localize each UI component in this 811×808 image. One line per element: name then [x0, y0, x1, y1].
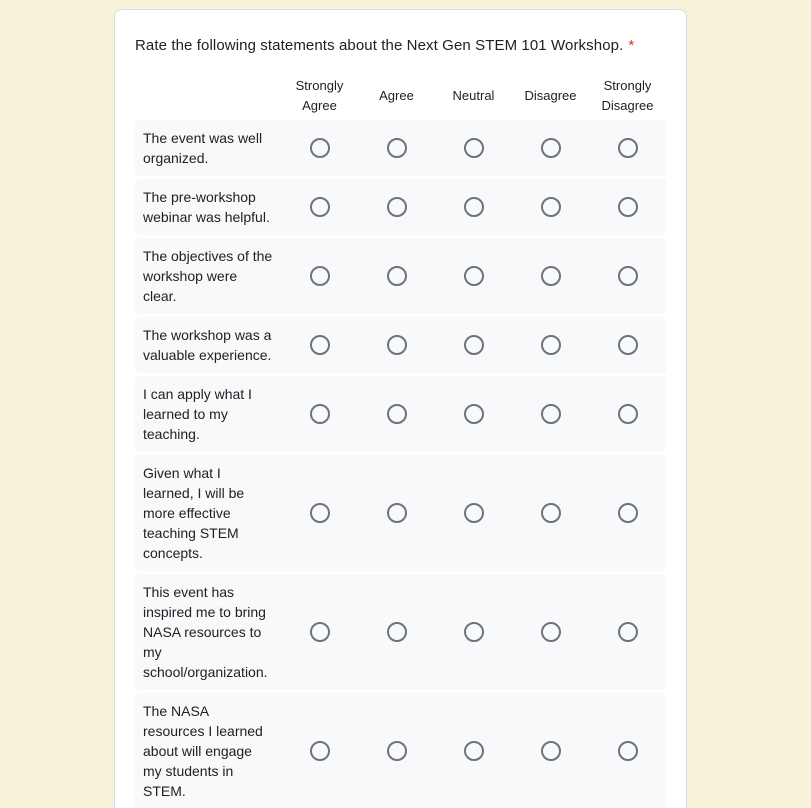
option-cell — [358, 404, 435, 424]
row-label: This event has inspired me to bring NASA resources to my school/organization. — [143, 584, 268, 680]
option-cell — [589, 335, 666, 355]
option-cell — [512, 197, 589, 217]
option-cell — [512, 741, 589, 761]
option-cell — [589, 503, 666, 523]
option-cell — [358, 197, 435, 217]
option-cell — [435, 266, 512, 286]
option-cell — [512, 266, 589, 286]
option-cell — [435, 138, 512, 158]
question-title-text: Rate the following statements about the Next Gen STEM 101 Workshop. — [135, 37, 624, 54]
radio-row5-neutral[interactable] — [464, 404, 484, 424]
radio-row4-agree[interactable] — [387, 335, 407, 355]
radio-row2-neutral[interactable] — [464, 197, 484, 217]
radio-row6-disagree[interactable] — [541, 503, 561, 523]
radio-row7-disagree[interactable] — [541, 622, 561, 642]
option-cell — [512, 622, 589, 642]
option-cell — [435, 404, 512, 424]
radio-row1-strongly-agree[interactable] — [310, 138, 330, 158]
radio-row3-strongly-agree[interactable] — [310, 266, 330, 286]
row-label: The workshop was a valuable experience. — [143, 327, 272, 363]
radio-row6-neutral[interactable] — [464, 503, 484, 523]
option-cell — [358, 503, 435, 523]
radio-row3-neutral[interactable] — [464, 266, 484, 286]
radio-row5-agree[interactable] — [387, 404, 407, 424]
column-header-neutral: Neutral — [452, 88, 495, 103]
radio-row6-agree[interactable] — [387, 503, 407, 523]
option-cell — [358, 138, 435, 158]
required-asterisk: * — [628, 37, 635, 54]
option-cell — [435, 197, 512, 217]
grid-row — [135, 120, 666, 176]
radio-row2-strongly-agree[interactable] — [310, 197, 330, 217]
grid-row — [135, 693, 666, 808]
row-label: The objectives of the workshop were clear. — [143, 248, 273, 304]
option-cell — [589, 741, 666, 761]
option-cell — [435, 503, 512, 523]
grid-rows — [135, 120, 666, 808]
grid-header — [135, 76, 666, 116]
option-cell — [281, 622, 358, 642]
radio-row1-neutral[interactable] — [464, 138, 484, 158]
option-cell — [435, 335, 512, 355]
question-card — [114, 9, 687, 808]
row-label: Given what I learned, I will be more effective teaching STEM concepts. — [143, 465, 245, 561]
option-cell — [358, 335, 435, 355]
radio-row2-disagree[interactable] — [541, 197, 561, 217]
radio-row6-strongly-agree[interactable] — [310, 503, 330, 523]
row-label: The event was well organized. — [143, 130, 263, 166]
radio-row3-agree[interactable] — [387, 266, 407, 286]
option-cell — [358, 741, 435, 761]
option-cell — [281, 335, 358, 355]
radio-row8-agree[interactable] — [387, 741, 407, 761]
radio-row5-disagree[interactable] — [541, 404, 561, 424]
radio-row4-disagree[interactable] — [541, 335, 561, 355]
radio-row4-strongly-agree[interactable] — [310, 335, 330, 355]
radio-row8-strongly-agree[interactable] — [310, 741, 330, 761]
grid-row — [135, 179, 666, 235]
radio-row1-strongly-disagree[interactable] — [618, 138, 638, 158]
option-cell — [358, 266, 435, 286]
column-header-strongly-disagree: Strongly Disagree — [601, 78, 654, 113]
grid-row — [135, 376, 666, 452]
radio-row6-strongly-disagree[interactable] — [618, 503, 638, 523]
radio-row3-strongly-disagree[interactable] — [618, 266, 638, 286]
row-label: The pre-workshop webinar was helpful. — [143, 189, 270, 225]
radio-row7-agree[interactable] — [387, 622, 407, 642]
option-cell — [512, 404, 589, 424]
option-cell — [281, 197, 358, 217]
row-label: I can apply what I learned to my teaching. — [143, 386, 252, 442]
column-header-agree: Agree — [379, 88, 414, 103]
radio-row5-strongly-agree[interactable] — [310, 404, 330, 424]
grid-row — [135, 317, 666, 373]
option-cell — [281, 266, 358, 286]
option-cell — [281, 741, 358, 761]
radio-row4-strongly-disagree[interactable] — [618, 335, 638, 355]
option-cell — [589, 138, 666, 158]
option-cell — [512, 138, 589, 158]
radio-row2-strongly-disagree[interactable] — [618, 197, 638, 217]
radio-row7-neutral[interactable] — [464, 622, 484, 642]
radio-row8-neutral[interactable] — [464, 741, 484, 761]
row-label: The NASA resources I learned about will engage my students in STEM. — [143, 703, 263, 799]
option-cell — [589, 197, 666, 217]
radio-row3-disagree[interactable] — [541, 266, 561, 286]
option-cell — [435, 741, 512, 761]
option-cell — [512, 503, 589, 523]
grid-row — [135, 238, 666, 314]
option-cell — [512, 335, 589, 355]
column-header-disagree: Disagree — [524, 88, 577, 103]
radio-row4-neutral[interactable] — [464, 335, 484, 355]
radio-row2-agree[interactable] — [387, 197, 407, 217]
radio-row8-disagree[interactable] — [541, 741, 561, 761]
option-cell — [589, 404, 666, 424]
grid-row — [135, 574, 666, 690]
option-cell — [281, 404, 358, 424]
grid-row — [135, 455, 666, 571]
radio-row1-disagree[interactable] — [541, 138, 561, 158]
question-title — [135, 36, 666, 56]
option-cell — [281, 138, 358, 158]
radio-row1-agree[interactable] — [387, 138, 407, 158]
option-cell — [358, 622, 435, 642]
radio-row7-strongly-disagree[interactable] — [618, 622, 638, 642]
radio-row5-strongly-disagree[interactable] — [618, 404, 638, 424]
option-cell — [435, 622, 512, 642]
option-cell — [589, 266, 666, 286]
radio-row7-strongly-agree[interactable] — [310, 622, 330, 642]
radio-row8-strongly-disagree[interactable] — [618, 741, 638, 761]
column-header-strongly-agree: Strongly Agree — [295, 78, 344, 113]
option-cell — [589, 622, 666, 642]
option-cell — [281, 503, 358, 523]
